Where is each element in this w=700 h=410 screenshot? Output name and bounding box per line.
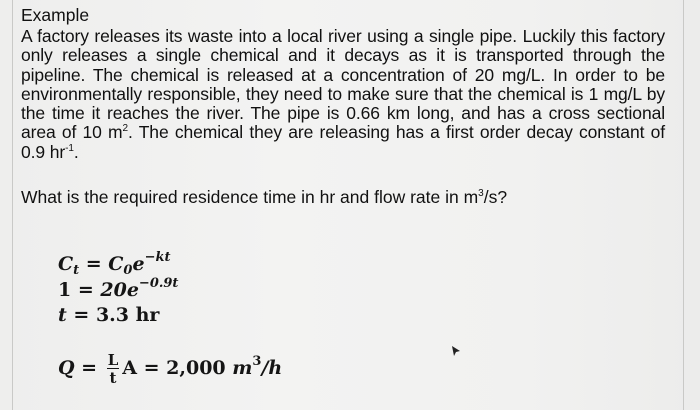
eq4-unit-exponent: 3 [252,354,262,369]
question-unit-exponent: 3 [478,188,484,199]
eq1-equals: = [79,253,109,275]
eq2-equals: = [71,279,101,301]
residence-time-result [58,304,159,326]
eq1-rhs-sub: 0 [123,263,133,278]
eq1-exponent: −kt [144,250,171,265]
eq3-lhs: t [58,304,67,326]
mouse-pointer-icon [451,345,461,357]
question-main: What is the required residence time in hr and flow rate in m [21,187,479,207]
eq4-unit-tail: /h [261,357,283,379]
eq2-exponent: −0.9t [138,276,179,291]
area-unit-exponent: 2 [122,123,129,135]
problem-text-1: A factory releases its waste into a local river using a single pipe. Luckily this factory only releases a single chemical and it decays as it is transported through the pipeline. The chemical is released at a concentration of 20 mg/L. In order to be environmentally responsible, they need to make sure that the chemical is 1 mg/L by the time it reaches the river. The pipe is 0.66 km long, and has a cross sectional area of 10 m [21,26,665,143]
substituted-equation [58,276,178,301]
eq4-lhs: Q [58,357,75,379]
flow-rate-result [58,352,282,402]
eq1-lhs-sub: t [73,263,80,278]
eq2-lhs: 1 [58,279,72,301]
question-text [21,186,507,208]
eq1-rhs: C [108,253,124,275]
length-over-time-fraction [107,352,120,386]
eq3-equals: = [66,304,96,326]
eq3-rhs: 3.3 hr [95,304,160,326]
eq4-equals: = [74,357,104,379]
example-heading: Example [21,5,90,25]
problem-text-2: . The chemical they are releasing has a first order decay constant of 0.9 hr [21,122,665,162]
eq1-base: e [132,253,145,275]
fraction-denominator: t [109,369,117,387]
problem-text-3: . [73,141,79,162]
decay-unit-exponent: -1 [65,142,74,154]
problem-statement [21,27,665,162]
eq4-unit: m [232,357,253,379]
fraction-numerator: L [107,351,119,369]
eq2-rhs: 20e [100,279,139,301]
eq4-middle: A = 2,000 [122,357,233,379]
question-tail: /s? [483,187,508,207]
decay-equation [58,250,170,278]
eq1-lhs: C [58,253,74,275]
